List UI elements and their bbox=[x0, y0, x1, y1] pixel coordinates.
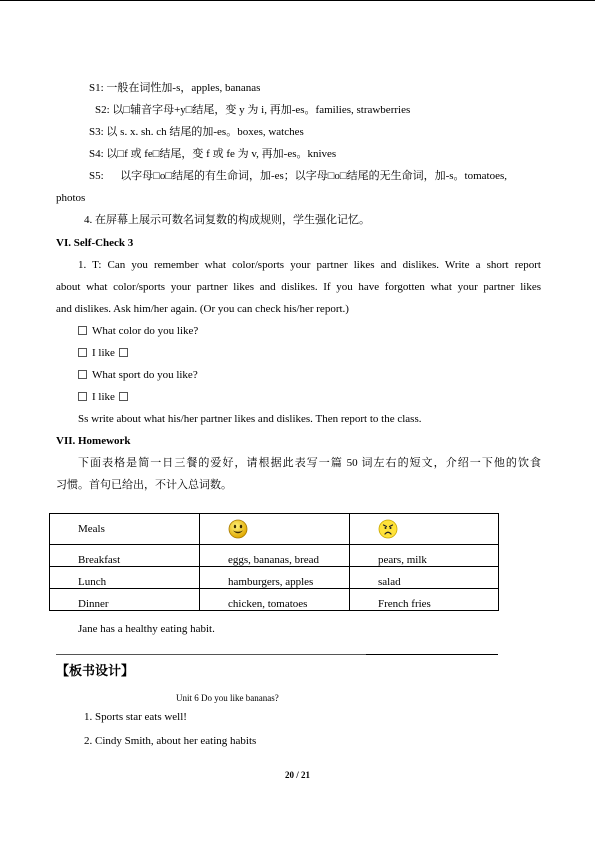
section-vi-para-line1: 1. T: Can you remember what color/sports your partner likes and dislikes. Write a short report bbox=[78, 259, 541, 271]
section-vii-para-line2: 习惯。首句已给出，不计入总词数。 bbox=[56, 479, 232, 491]
table-cell-dislikes: salad bbox=[350, 567, 499, 589]
table-header-like bbox=[200, 514, 350, 545]
page-number: 20 / 21 bbox=[284, 770, 310, 780]
smiley-face-icon bbox=[228, 519, 248, 539]
section-vi-note: Ss write about what his/her partner likes and dislikes. Then report to the class. bbox=[78, 413, 422, 425]
section-vi-title: VI. Self-Check 3 bbox=[56, 237, 134, 249]
dialog-q2-text: What sport do you like? bbox=[92, 369, 198, 381]
first-sentence: Jane has a healthy eating habit. bbox=[78, 623, 215, 635]
rule-s5: S5: 以字母□o□结尾的有生命词，加-es；以字母□o□结尾的无生命词，加-s。tomatoes, bbox=[89, 170, 507, 182]
blank-box bbox=[119, 392, 128, 401]
table-row bbox=[50, 589, 499, 611]
table-row bbox=[50, 567, 499, 589]
board-item-2: 2. Cindy Smith, about her eating habits bbox=[84, 735, 257, 747]
table-cell-likes: hamburgers, apples bbox=[200, 567, 350, 589]
rule-s5-cont: photos bbox=[56, 192, 86, 204]
separator-line-bold bbox=[366, 654, 498, 655]
table-cell-meal: Breakfast bbox=[50, 545, 200, 567]
dialog-q1-text: What color do you like? bbox=[92, 325, 199, 337]
rule-s3: S3: 以 s. x. sh. ch 结尾的加-es。boxes, watches bbox=[89, 126, 304, 138]
table-cell-likes: eggs, bananas, bread bbox=[200, 545, 350, 567]
separator-line-thin bbox=[56, 654, 366, 655]
table-cell-meal: Dinner bbox=[50, 589, 200, 611]
table-row bbox=[50, 545, 499, 567]
step-4: 4. 在屏幕上展示可数名词复数的构成规则，学生强化记忆。 bbox=[84, 214, 370, 226]
section-vii-title: VII. Homework bbox=[56, 435, 131, 447]
rule-s1: S1: 一般在词性加-s，apples, bananas bbox=[89, 82, 261, 94]
table-header-row bbox=[50, 514, 499, 545]
blank-box bbox=[119, 348, 128, 357]
section-vi-para-line3: and dislikes. Ask him/her again. (Or you can check his/her report.) bbox=[56, 303, 349, 315]
dialog-q1 bbox=[78, 324, 198, 338]
section-vi-para-line2: about what color/sports your partner likes and dislikes. If you have forgotten what your partner likes bbox=[56, 281, 541, 293]
dialog-a2-text: I like bbox=[92, 391, 115, 403]
table-header-meals: Meals bbox=[50, 514, 200, 545]
sad-face-icon bbox=[378, 519, 398, 539]
section-vii-para-line1: 下面表格是简一日三餐的爱好，请根据此表写一篇 50 词左右的短文，介绍一下他的饮食 bbox=[78, 457, 541, 469]
dialog-a1 bbox=[78, 346, 128, 360]
rule-s2: S2: 以□辅音字母+y□结尾，变 y 为 i, 再加-es。families, strawberries bbox=[95, 104, 411, 116]
table-cell-dislikes: French fries bbox=[350, 589, 499, 611]
dialog-q2 bbox=[78, 368, 198, 382]
page-top-rule bbox=[0, 0, 595, 1]
board-item-1: 1. Sports star eats well! bbox=[84, 711, 187, 723]
board-title: Unit 6 Do you like bananas? bbox=[176, 693, 279, 703]
dialog-a1-text: I like bbox=[92, 347, 115, 359]
board-design-heading: 【板书设计】 bbox=[56, 664, 135, 679]
table-cell-likes: chicken, tomatoes bbox=[200, 589, 350, 611]
dialog-a2 bbox=[78, 390, 128, 404]
table-header-dislike bbox=[350, 514, 499, 545]
table-cell-dislikes: pears, milk bbox=[350, 545, 499, 567]
table-cell-meal: Lunch bbox=[50, 567, 200, 589]
meals-table bbox=[49, 513, 499, 611]
rule-s4: S4: 以□f 或 fe□结尾，变 f 或 fe 为 v, 再加-es。knives bbox=[89, 148, 337, 160]
